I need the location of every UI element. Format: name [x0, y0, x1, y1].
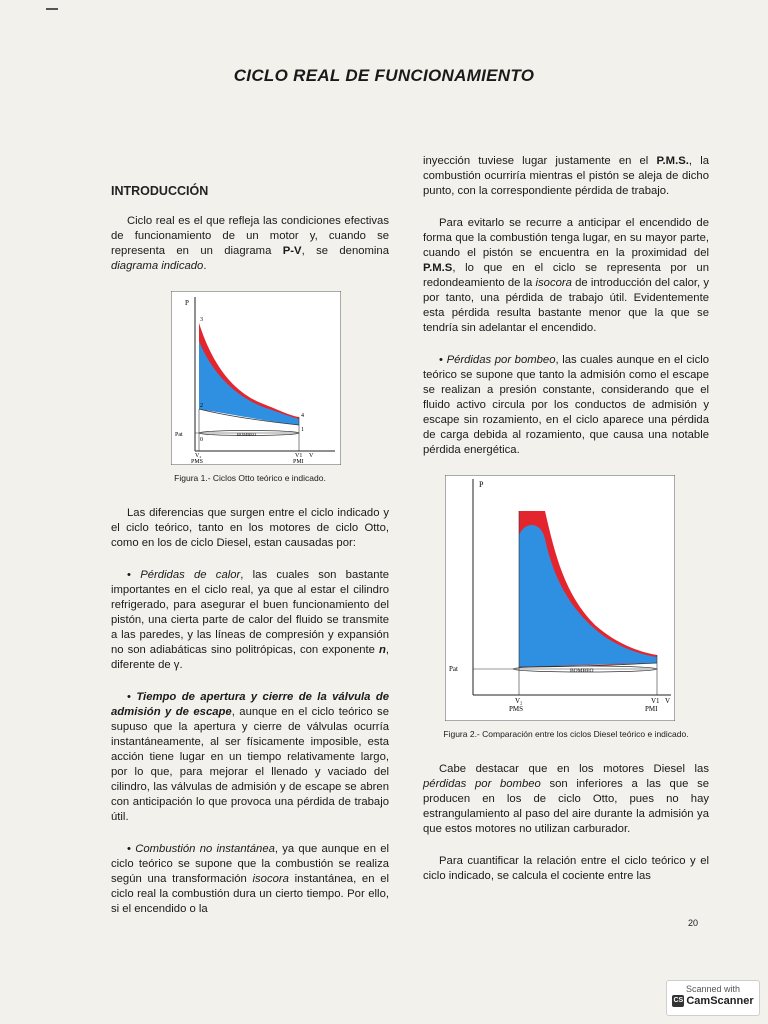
axis-label-p: P	[185, 299, 189, 307]
page-title: CICLO REAL DE FUNCIONAMIENTO	[233, 66, 535, 85]
intro-paragraph: Ciclo real es el que refleja las condiciones efectivas de funcionamiento de un motor y, cuando se representa en un diagrama P-V, se denomina diagrama indicado.	[111, 215, 389, 272]
left-column	[111, 150, 389, 934]
scan-artifact-mark	[46, 8, 58, 10]
bombeo-label: BOMBEO	[570, 668, 594, 674]
v2-label: V₂	[515, 697, 523, 705]
point-label-0: 0	[200, 437, 203, 443]
injection-paragraph: inyección tuviese lugar justamente en el P.M.S., la combustión ocurriría mientras el pistón se aleja de dicho punto, con la correspondiente pérdida de trabajo.	[423, 155, 709, 197]
v2-label: V₂	[195, 453, 202, 459]
pms-label: PMS	[509, 705, 524, 713]
quantify-paragraph: Para cuantificar la relación entre el ciclo teórico y el ciclo indicado, se calcula el cociente entre las	[423, 855, 709, 882]
point-label-1: 1	[301, 427, 304, 433]
figure2-caption: Figura 2.- Comparación entre los ciclos Diesel teórico e indicado.	[443, 729, 689, 739]
page-number: 20	[688, 918, 699, 928]
anticipation-paragraph: Para evitarlo se recurre a anticipar el encendido de forma que la combustión tenga lugar, en su mayor parte, cuando el pistón se encuentra en la proximidad del P.M.S, lo que en el ciclo se representa por un redondeamiento de la isocora de introducción del calor, y por tanto, una pérdida de trabajo útil. Evidentemente esta pérdida resulta bastante menor que la que se tendría sin adelantar el encendido.	[423, 217, 709, 334]
v-axis-label: V	[665, 697, 671, 705]
axis-label-p: P	[479, 480, 484, 489]
diesel-pumping-paragraph: Cabe destacar que en los motores Diesel las pérdidas por bombeo son inferiores a las que se producen en los de ciclo Otto, pues no hay estrangulamiento al paso del aire durante la admisión ya que estos motores no utilizan carburador.	[423, 763, 710, 835]
pumping-loss-paragraph: • Pérdidas por bombeo, las cuales aunque en el ciclo teórico se supone que tanto la admisión como el escape se realizan a presión constante, considerando que el fluido activo circula por los conductos de admisión y escape sin rozamiento, en el ciclo aparece una pérdida de carga debida al rozamiento, que causa una notable pérdida energética.	[423, 354, 710, 456]
heat-loss-paragraph: • Pérdidas de calor, las cuales son bastante importantes en el ciclo real, ya que al estar el cilindro refrigerado, para asegurar el buen funcionamiento del pistón, una cierta parte de calor del fluido se transmite a las paredes, y las líneas de compresión y expansión no son adiabáticas sino politrópicas, con exponente n, diferente de γ.	[111, 569, 390, 671]
valve-timing-paragraph: • Tiempo de apertura y cierre de la válvula de admisión y de escape, aunque en el ciclo teórico se supuso que la apertura y cierre de válvulas ocurría instantáneamente, al ser físicamente imposible, esta acción tiene lugar en un tiempo relativamente largo, por lo que, para mejorar el llenado y vaciado del cilindro, las válvulas de admisión y de escape se abren con anticipación lo que provoca una pérdida de trabajo útil.	[111, 691, 390, 823]
camscanner-watermark: Scanned with CS CamScanner	[666, 980, 760, 1016]
bombeo-label: BOMBEO	[237, 432, 257, 437]
otto-pv-diagram	[171, 291, 341, 465]
pms-label: PMS	[191, 459, 204, 465]
differences-paragraph: Las diferencias que surgen entre el ciclo indicado y el ciclo teórico, tanto en los motores de ciclo Otto, como en los de ciclo Diesel, estan causadas por:	[111, 507, 389, 549]
figure-otto-cycle	[171, 291, 341, 465]
right-column	[423, 154, 709, 901]
diesel-pv-diagram	[445, 475, 675, 721]
pmi-label: PMI	[293, 459, 304, 465]
combustion-paragraph: • Combustión no instantánea, ya que aunque en el ciclo teórico se supone que la combustión se realiza según una transformación isocora instantánea, en el ciclo real la combustión dura un cierto tiempo. Por ello, si el encendido o la	[111, 843, 390, 915]
v-axis-label: V	[309, 453, 314, 459]
figure1-caption: Figura 1.- Ciclos Otto teórico e indicado.	[174, 473, 326, 483]
pat-label: Pat	[175, 432, 183, 438]
pat-label: Pat	[449, 665, 458, 673]
pmi-label: PMI	[645, 705, 658, 713]
point-label-3: 3	[200, 317, 203, 323]
camscanner-logo-icon: CS	[672, 995, 684, 1007]
point-label-2: 2	[200, 403, 203, 409]
section-heading-introduccion: INTRODUCCIÓN	[111, 184, 209, 198]
figure-diesel-cycle	[445, 475, 675, 721]
v1-label: V1	[295, 453, 303, 459]
v1-label: V1	[651, 697, 660, 705]
point-label-4: 4	[301, 413, 304, 419]
